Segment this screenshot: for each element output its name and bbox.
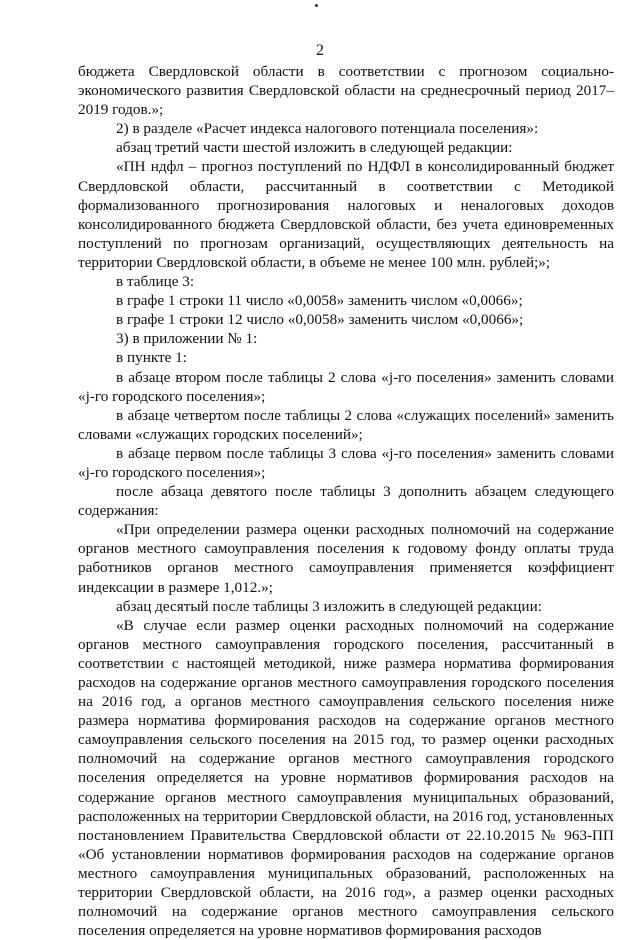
paragraph: в графе 1 строки 11 число «0,0058» заменить числом «0,0066»; bbox=[116, 292, 523, 310]
paragraph: в абзаце четвертом после таблицы 2 слова «служащих поселений» заменить словами «служащих городских поселений»; bbox=[78, 406, 614, 443]
paragraph: «ПН ндфл – прогноз поступлений по НДФЛ в консолидированный бюджет Свердловской области, рассчитанный в соответствии с Методикой формализованного прогнозирования налоговых и неналоговых доходов консолидированного бюджета Свердловской области, без учета единовременных поступлений по прогнозам организаций, осуществляющих деятельность на территории Свердловской области, в объеме не менее 100 млн. рублей;»; bbox=[78, 158, 614, 271]
document-body bbox=[78, 62, 614, 940]
paragraph: в абзаце втором после таблицы 2 слова «j-го поселения» заменить словами «j-го городского поселения»; bbox=[78, 368, 614, 405]
paragraph: 3) в приложении № 1: bbox=[116, 330, 258, 348]
paragraph: абзац третий части шестой изложить в следующей редакции: bbox=[116, 139, 513, 157]
paragraph: в таблице 3: bbox=[116, 273, 195, 291]
paragraph: бюджета Свердловской области в соответствии с прогнозом социально-экономического развития Свердловской области на среднесрочный период 2017–2019 годов.»; bbox=[78, 63, 614, 119]
paragraph: в графе 1 строки 12 число «0,0058» заменить числом «0,0066»; bbox=[116, 311, 524, 329]
paragraph: абзац десятый после таблицы 3 изложить в следующей редакции: bbox=[116, 597, 542, 615]
paragraph: «В случае если размер оценки расходных полномочий на содержание органов местного самоуправления городского поселения, рассчитанный в соответствии с настоящей методикой, ниже размера норматива формирования расходов на содержание органов местного самоуправления городского поселения на 2016 год, а органов местного самоуправления сельского поселения ниже размера норматива формирования расходов на содержание органов местного самоуправления сельского поселения на 2015 год, то размер оценки расходных полномочий на содержание органов местного самоуправления городского поселения определяется на уровне нормативов формирования расходов на содержание органов местного самоуправления муниципальных образований, расположенных на территории Свердловской области, на 2016 год, установленных постановлением Правительства Свердловской области от 22.10.2015 № 963-ПП «Об установлении нормативов формирования расходов на содержание органов местного самоуправления муниципальных образований, расположенных на территории Свердловской области, на 2016 год», а размер оценки расходных полномочий на содержание органов местного самоуправления сельского поселения определяется на уровне нормативов формирования расходов bbox=[78, 616, 614, 940]
paragraph: после абзаца девятого после таблицы 3 дополнить абзацем следующего содержания: bbox=[78, 483, 614, 520]
paragraph: в пункте 1: bbox=[116, 349, 187, 367]
paragraph: 2) в разделе «Расчет индекса налогового потенциала поселения»: bbox=[116, 120, 539, 138]
scan-mark bbox=[315, 4, 318, 7]
paragraph: «При определении размера оценки расходных полномочий на содержание органов местного самоуправления поселения к годовому фонду оплаты труда работников органов местного самоуправления применяется коэффициент индексации в размере 1,012.»; bbox=[78, 521, 614, 596]
paragraph: в абзаце первом после таблицы 3 слова «j-го поселения» заменить словами «j-го городского поселения»; bbox=[78, 444, 614, 481]
page-number: 2 bbox=[316, 42, 324, 59]
